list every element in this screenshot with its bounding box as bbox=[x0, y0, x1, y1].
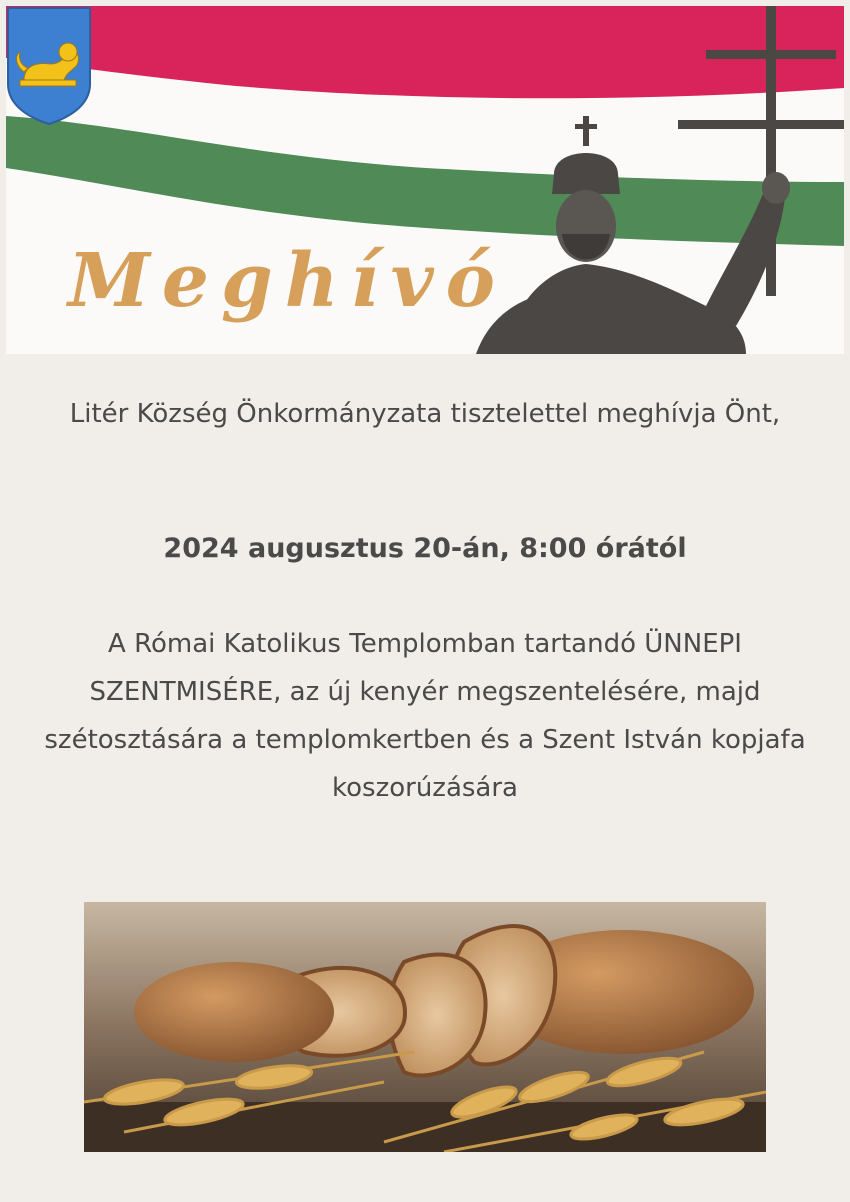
intro-text: Litér Község Önkormányzata tisztelettel meghívja Önt, bbox=[69, 399, 781, 429]
bread-and-wheat-photo bbox=[84, 902, 766, 1152]
coat-of-arms-lion-icon bbox=[6, 6, 92, 126]
page-title: Meghívó bbox=[68, 238, 508, 324]
header-banner bbox=[6, 6, 844, 354]
event-date: 2024 augusztus 20-án, 8:00 órától bbox=[163, 533, 687, 564]
event-details: A Római Katolikus Templomban tartandó ÜNNEPI SZENTMISÉRE, az új kenyér megszentelésére, majd szétosztására a templomkertben és a Szent István kopjafa koszorúzására bbox=[44, 629, 806, 803]
